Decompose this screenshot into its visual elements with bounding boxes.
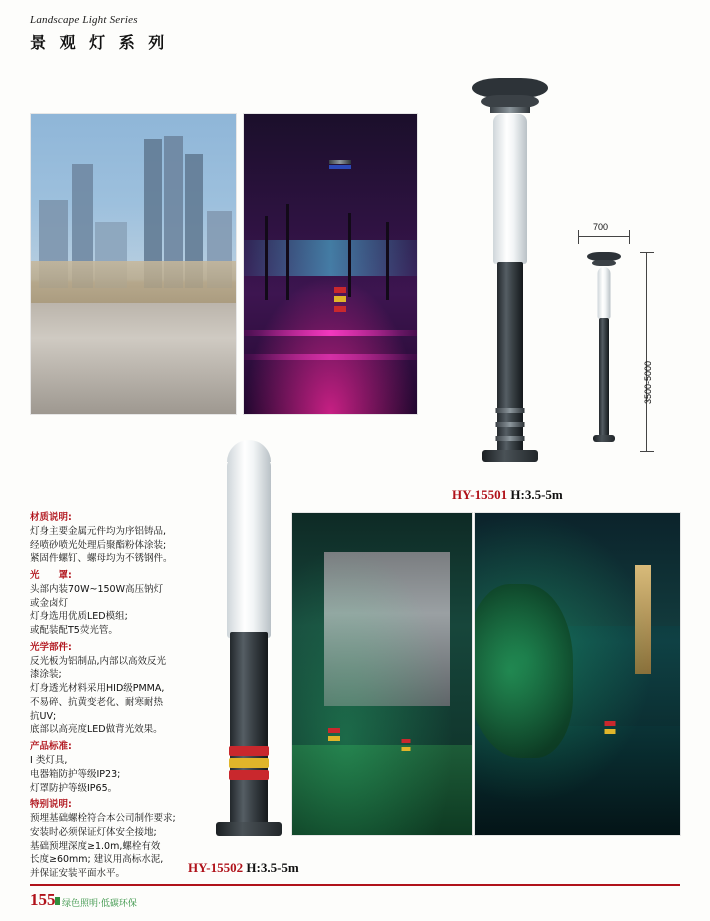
- spec-line: 抗UV;: [30, 710, 57, 722]
- spec-line: 经喷砂喷光处理后聚酯粉体涂装;: [30, 539, 167, 551]
- model-code: HY-15501: [452, 487, 508, 502]
- specifications-block: [30, 508, 200, 881]
- spec-line: 灯罩防护等级IP65。: [30, 782, 118, 794]
- lamp-drawing-hy15502: [205, 440, 293, 850]
- dimension-drawing: [560, 218, 680, 478]
- spec-note-title: 特别说明:: [30, 799, 72, 811]
- photo-lamp-far: [127, 222, 141, 378]
- photo-night-purple: [243, 113, 418, 415]
- photo-city-daytime: [30, 113, 237, 415]
- spec-line: 灯身选用优质LED模组;: [30, 611, 128, 623]
- spec-standard-title: 产品标准:: [30, 741, 72, 753]
- spec-line: 安装时必须保证灯体安全接地;: [30, 826, 157, 838]
- header-chinese-title: 景 观 灯 系 列: [30, 33, 169, 52]
- dim-width-line: [578, 236, 630, 237]
- photo-lamp-night: [317, 138, 363, 378]
- spec-line: 紧固件螺钉、螺母均为不锈钢件。: [30, 553, 173, 565]
- photo-lamp-museum-left: [321, 584, 347, 790]
- spec-line: 漆涂装;: [30, 669, 62, 681]
- page-number: 155: [30, 890, 56, 909]
- spec-line: 头部内装70W~150W高压钠灯: [30, 583, 163, 595]
- spec-line: 或金卤灯: [30, 597, 69, 609]
- page-header: [30, 14, 168, 53]
- model-caption-hy15502: [188, 860, 299, 876]
- lamp-drawing-small: [586, 252, 622, 452]
- spec-line: 基础预埋深度≥1.0m,螺栓有效: [30, 840, 161, 852]
- footer-marker-icon: [55, 897, 60, 905]
- footer-divider: [30, 884, 680, 886]
- dim-height-line: [646, 252, 647, 452]
- spec-line: I 类灯具,: [30, 755, 68, 767]
- photo-lamp-main: [179, 162, 205, 378]
- footer-slogan: 绿色照明·低碳环保: [62, 899, 137, 909]
- header-english-title: Landscape Light Series: [30, 14, 138, 26]
- spec-line: 预埋基础螺栓符合本公司制作要求;: [30, 813, 176, 825]
- model-code: HY-15502: [188, 860, 244, 875]
- spec-line: 不易碎、抗黄变老化、耐寒耐热: [30, 696, 164, 708]
- spec-line: 灯身透光材料采用HID级PMMA,: [30, 683, 165, 695]
- spec-optics-title: 光学部件:: [30, 641, 72, 653]
- dim-height-label: 3500-5000: [643, 360, 653, 404]
- spec-line: 底部以高亮度LED做背光效果。: [30, 724, 163, 736]
- spec-material-title: 材质说明:: [30, 512, 72, 523]
- photo-museum-night: [291, 512, 473, 836]
- spec-line: 电器箱防护等级IP23;: [30, 768, 121, 780]
- dim-width-label: 700: [593, 222, 609, 232]
- photo-riverside-night: [474, 512, 681, 836]
- spec-line: 灯身主要金属元件均为序铝铸品,: [30, 525, 167, 537]
- spec-line: 反光板为铝制品,内部以高效反光: [30, 655, 167, 667]
- spec-line: 长度≥60mm; 建议用高标水泥,: [30, 854, 164, 866]
- photo-lamp-museum-right: [396, 610, 416, 790]
- model-caption-hy15501: [452, 487, 563, 503]
- lamp-drawing-hy15501: [470, 78, 550, 478]
- photo-lamp-river: [598, 577, 622, 777]
- spec-line: 并保证安装平面水平。: [30, 868, 126, 880]
- model-height: H:3.5-5m: [507, 487, 563, 502]
- spec-line: 或配装配T5荧光管。: [30, 625, 118, 637]
- model-height: H:3.5-5m: [243, 860, 299, 875]
- spec-lamp-title: 光 罩:: [30, 570, 72, 582]
